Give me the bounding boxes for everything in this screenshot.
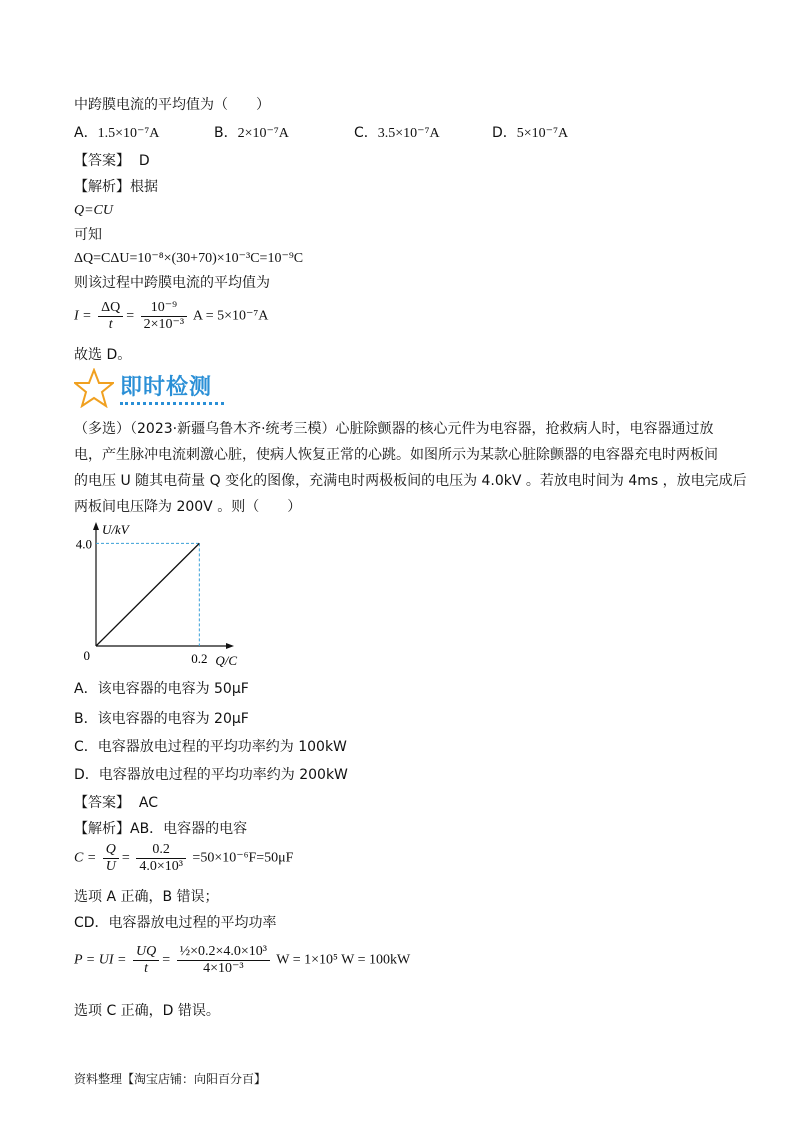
p-lhs: P = UI = bbox=[74, 952, 127, 968]
badge-title: 即时检测 bbox=[120, 375, 213, 400]
option-text: 该电容器的电容为 50μF bbox=[97, 681, 249, 697]
option-text: 电容器放电过程的平均功率约为 200kW bbox=[98, 767, 348, 783]
x-axis-label: Q/C bbox=[215, 653, 238, 668]
q1-conclusion: 故选 D。 bbox=[74, 347, 132, 363]
answer-value: AC bbox=[138, 795, 159, 811]
answer-value: D bbox=[138, 153, 150, 169]
q2-option-c bbox=[74, 734, 347, 760]
u-q-chart bbox=[70, 518, 240, 668]
q2-cd-conclusion: 选项 C 正确，D 错误。 bbox=[74, 1003, 220, 1019]
q2-analysis-head: 【解析】AB．电容器的电容 bbox=[74, 821, 248, 837]
analysis-intro: 根据 bbox=[130, 179, 158, 195]
answer-tag: 【答案】 bbox=[74, 153, 130, 169]
q2-stem-line-2: 电，产生脉冲电流刺激心脏，使病人恢复正常的心跳。如图所示为某款心脏除颤器的电容器充电时两板间 bbox=[74, 447, 718, 463]
option-label: C． bbox=[74, 739, 98, 755]
option-label: D． bbox=[74, 767, 99, 783]
q1-then: 则该过程中跨膜电流的平均值为 bbox=[74, 275, 270, 291]
q1-option-d bbox=[492, 120, 568, 147]
x-axis-arrow bbox=[226, 643, 234, 649]
cap-fraction-values: $\frac{0.2}{\text{4.0×10³}}$ bbox=[136, 842, 186, 875]
q2-stem-line-1: （多选）（2023·新疆乌鲁木齐·统考三模）心脏除颤器的核心元件为电容器，抢救病人时，电容器通过放 bbox=[74, 421, 714, 437]
option-value: 2×10⁻⁷A bbox=[237, 126, 289, 141]
q1-option-c bbox=[354, 120, 440, 147]
series-line bbox=[96, 543, 199, 646]
y-tick-label: 4.0 bbox=[75, 536, 92, 552]
option-value: 3.5×10⁻⁷A bbox=[377, 126, 440, 141]
option-text: 电容器放电过程的平均功率约为 100kW bbox=[97, 739, 347, 755]
q2-ab-conclusion: 选项 A 正确，B 错误； bbox=[74, 889, 219, 905]
q2-stem-line-3: 的电压 U 随其电荷量 Q 变化的图像，充满电时两极板间的电压为 4.0kV 。若放电时间为 4ms ，放电完成后 bbox=[74, 473, 747, 489]
option-label: A． bbox=[74, 125, 98, 141]
q1-answer bbox=[74, 148, 150, 174]
y-axis-label: U/kV bbox=[102, 522, 129, 537]
cap-fraction-q-u: $\frac{Q}{U}$ bbox=[103, 842, 119, 875]
origin-label: 0 bbox=[83, 648, 90, 663]
option-label: B． bbox=[74, 711, 98, 727]
star-icon bbox=[74, 368, 114, 408]
footer-credit: 资料整理【淘宝店铺：向阳百分百】 bbox=[74, 1072, 267, 1086]
q2-answer bbox=[74, 790, 158, 816]
option-label: A． bbox=[74, 681, 98, 697]
eq-fraction-values: $\frac{\text{10⁻⁹}}{\text{2×10⁻³}}$ bbox=[141, 300, 187, 333]
q1-formula-dq: ΔQ=CΔU=10⁻⁸×(30+70)×10⁻³C=10⁻⁹C bbox=[74, 251, 304, 266]
q1-stem-tail: 中跨膜电流的平均值为（ ） bbox=[74, 97, 270, 113]
instant-check-badge bbox=[74, 366, 254, 410]
p-fraction-uq-t: $\frac{UQ}{t}$ bbox=[133, 944, 159, 977]
option-label: B． bbox=[214, 125, 238, 141]
q1-option-b bbox=[214, 120, 289, 147]
q2-cd-head: CD．电容器放电过程的平均功率 bbox=[74, 915, 277, 931]
q1-kezhi: 可知 bbox=[74, 227, 102, 243]
analysis-tag: 【解析】 bbox=[74, 179, 130, 195]
q2-option-a bbox=[74, 676, 249, 702]
q2-option-b bbox=[74, 706, 249, 732]
eq-rhs: A = 5×10⁻⁷A bbox=[192, 308, 269, 324]
q1-formula-qcu: Q=CU bbox=[74, 203, 114, 218]
x-tick-label: 0.2 bbox=[191, 651, 208, 666]
q2-option-d bbox=[74, 762, 348, 788]
badge-underline bbox=[120, 402, 224, 405]
cap-lhs: C = bbox=[74, 850, 97, 866]
q1-option-a bbox=[74, 120, 159, 147]
option-label: C． bbox=[354, 125, 378, 141]
cap-rhs: =50×10⁻⁶F=50μF bbox=[192, 850, 294, 866]
q2-stem-line-4: 两板间电压降为 200V 。则（ ） bbox=[74, 499, 302, 515]
q1-analysis-head bbox=[74, 174, 158, 200]
option-text: 该电容器的电容为 20μF bbox=[97, 711, 249, 727]
option-label: D． bbox=[492, 125, 517, 141]
eq-fraction-dq-t: $\frac{\Delta Q}{t}$ bbox=[98, 300, 123, 333]
eq-lhs: I = bbox=[74, 308, 92, 324]
option-value: 1.5×10⁻⁷A bbox=[97, 126, 160, 141]
p-rhs: W = 1×10⁵ W = 100kW bbox=[276, 952, 411, 968]
q2-capacitance-equation: C = $\frac{Q}{U}$ = $\frac{0.2}{\text{4.0×10³}}$ =50×10⁻⁶F=50μF bbox=[74, 842, 294, 874]
q2-power-equation: P = UI = $\frac{UQ}{t}$ = $\frac{\text{½×0.2×4.0×10³}}{\text{4×10⁻³}}$ W = 1×10⁵ W = 100kW bbox=[74, 944, 411, 976]
answer-tag: 【答案】 bbox=[74, 795, 130, 811]
option-value: 5×10⁻⁷A bbox=[516, 126, 569, 141]
q1-current-equation: I = $\frac{\Delta Q}{t}$ = $\frac{\text{10⁻⁹}}{\text{2×10⁻³}}$ A = 5×10⁻⁷A bbox=[74, 300, 269, 332]
p-fraction-values: $\frac{\text{½×0.2×4.0×10³}}{\text{4×10⁻³}}$ bbox=[177, 944, 270, 977]
y-axis-arrow bbox=[93, 522, 99, 530]
